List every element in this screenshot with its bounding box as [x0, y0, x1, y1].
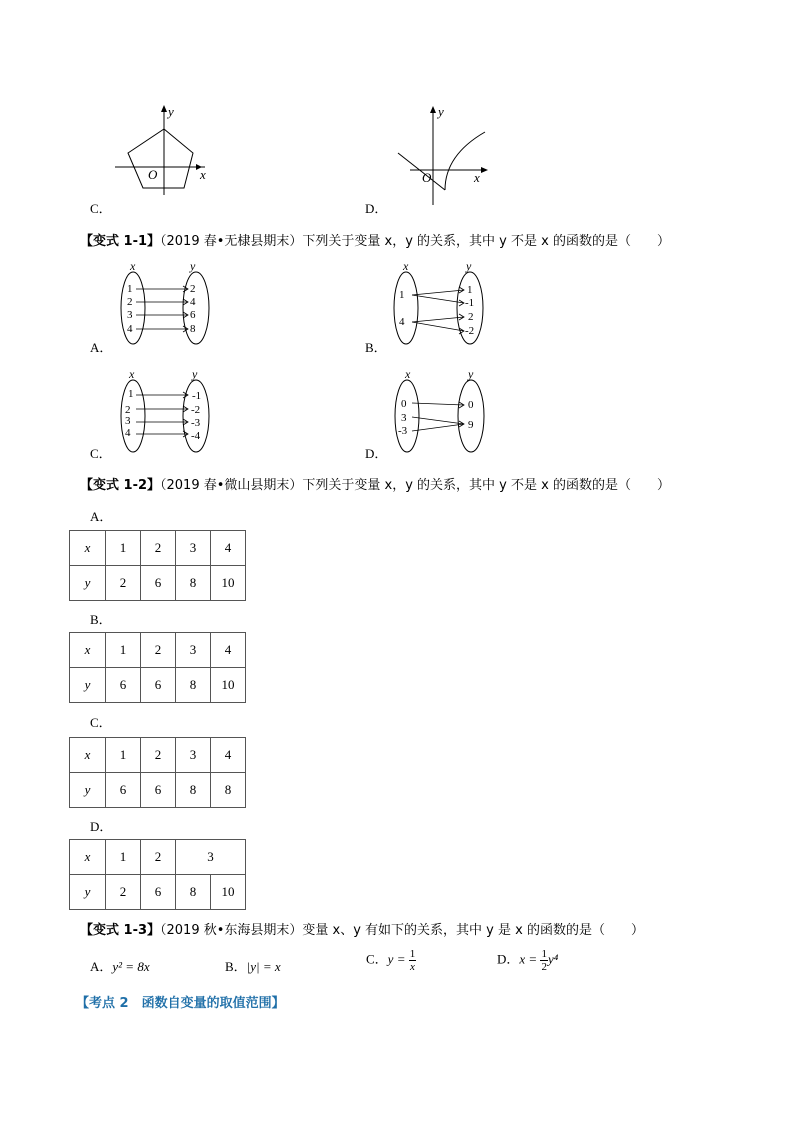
- graph-d-x-label: x: [474, 170, 480, 185]
- q1-mapping-b: [388, 258, 498, 350]
- q2-option-b-label: B．: [90, 612, 112, 627]
- graph-c-origin: O: [148, 167, 158, 182]
- svg-text:-2: -2: [465, 325, 475, 337]
- svg-text:1: 1: [467, 284, 473, 296]
- graph-c-label: C．: [90, 201, 112, 216]
- svg-text:-2: -2: [191, 404, 201, 416]
- q1-mapping-a: [110, 258, 220, 350]
- svg-text:0: 0: [468, 399, 474, 411]
- q1-tag: 【变式 1-1】: [80, 234, 161, 249]
- svg-text:-4: -4: [191, 430, 201, 442]
- q2-text: （2019 春•微山县期末）下列关于变量 x，y 的关系，其中 y 不是 x 的函数的是（ ）: [160, 478, 670, 493]
- svg-text:x: x: [129, 367, 135, 381]
- q2-question: [80, 474, 670, 493]
- svg-text:1: 1: [128, 388, 134, 400]
- q2-option-d-label: D．: [90, 819, 113, 834]
- svg-text:3: 3: [401, 412, 407, 424]
- svg-text:x: x: [403, 259, 409, 273]
- q2-table-c: x 1 2 3 4 y 6 6 8 8: [69, 737, 246, 808]
- svg-text:1: 1: [127, 283, 133, 295]
- q2-option-c-label: C．: [90, 715, 112, 730]
- section-heading: 【考点 2 函数自变量的取值范围】: [76, 996, 285, 1011]
- q1-option-a-label: A．: [90, 340, 113, 355]
- svg-text:4: 4: [125, 427, 131, 439]
- svg-text:-1: -1: [192, 390, 202, 402]
- q1-option-c-label: C．: [90, 446, 112, 461]
- svg-text:x: x: [130, 259, 136, 273]
- q1-mapping-c: [112, 366, 222, 458]
- svg-text:y: y: [466, 259, 472, 273]
- graph-d-origin: O: [422, 170, 432, 185]
- svg-text:-1: -1: [465, 297, 475, 309]
- q3-text: （2019 秋•东海县期末）变量 x、y 有如下的关系，其中 y 是 x 的函数的是（ ）: [160, 923, 644, 938]
- svg-text:0: 0: [401, 398, 407, 410]
- svg-text:8: 8: [190, 323, 196, 335]
- svg-text:2: 2: [125, 404, 131, 416]
- q2-table-a: x 1 2 3 4 y 2 6 8 10: [69, 530, 246, 601]
- svg-text:6: 6: [190, 309, 196, 321]
- svg-text:2: 2: [127, 296, 133, 308]
- q3-question: [80, 919, 644, 938]
- q3-option-d: D．x = $\frac{1}{2}$ y⁴: [497, 948, 559, 973]
- svg-text:4: 4: [127, 323, 133, 335]
- svg-text:9: 9: [468, 419, 474, 431]
- q2-table-b: x 1 2 3 4 y 6 6 8 10: [69, 632, 246, 703]
- graph-d-label: D．: [365, 201, 388, 216]
- svg-text:3: 3: [127, 309, 133, 321]
- svg-text:-3: -3: [398, 425, 408, 437]
- q1-question: [80, 230, 670, 249]
- q2-tag: 【变式 1-2】: [80, 478, 161, 493]
- graph-c-y-label: y: [168, 104, 174, 119]
- q2-table-d: x 1 2 3 y 2 6 8 10: [69, 839, 246, 910]
- graph-c-x-label: x: [200, 167, 206, 182]
- q3-option-b: B．|y| = x: [225, 959, 281, 974]
- svg-text:1: 1: [399, 289, 405, 301]
- q3-option-c: C．y = $\frac{1}{x}$: [366, 948, 416, 973]
- svg-text:y: y: [468, 367, 474, 381]
- svg-text:x: x: [405, 367, 411, 381]
- svg-text:2: 2: [190, 283, 196, 295]
- graph-d-y-label: y: [438, 104, 444, 119]
- q1-option-b-label: B．: [365, 340, 387, 355]
- q2-option-a-label: A．: [90, 509, 113, 524]
- q1-mapping-d: [390, 366, 500, 458]
- svg-text:y: y: [190, 259, 196, 273]
- svg-text:-3: -3: [191, 417, 201, 429]
- svg-text:4: 4: [399, 316, 405, 328]
- svg-text:3: 3: [125, 415, 131, 427]
- q1-option-d-label: D．: [365, 446, 388, 461]
- graph-c-pentagon: [100, 100, 240, 210]
- svg-text:2: 2: [468, 311, 474, 323]
- graph-d-curve: [390, 100, 500, 210]
- svg-text:y: y: [192, 367, 198, 381]
- q3-option-a: A．y² = 8x: [90, 959, 150, 974]
- svg-text:4: 4: [190, 296, 196, 308]
- q3-tag: 【变式 1-3】: [80, 923, 161, 938]
- q1-text: （2019 春•无棣县期末）下列关于变量 x，y 的关系，其中 y 不是 x 的函数的是（ ）: [160, 234, 670, 249]
